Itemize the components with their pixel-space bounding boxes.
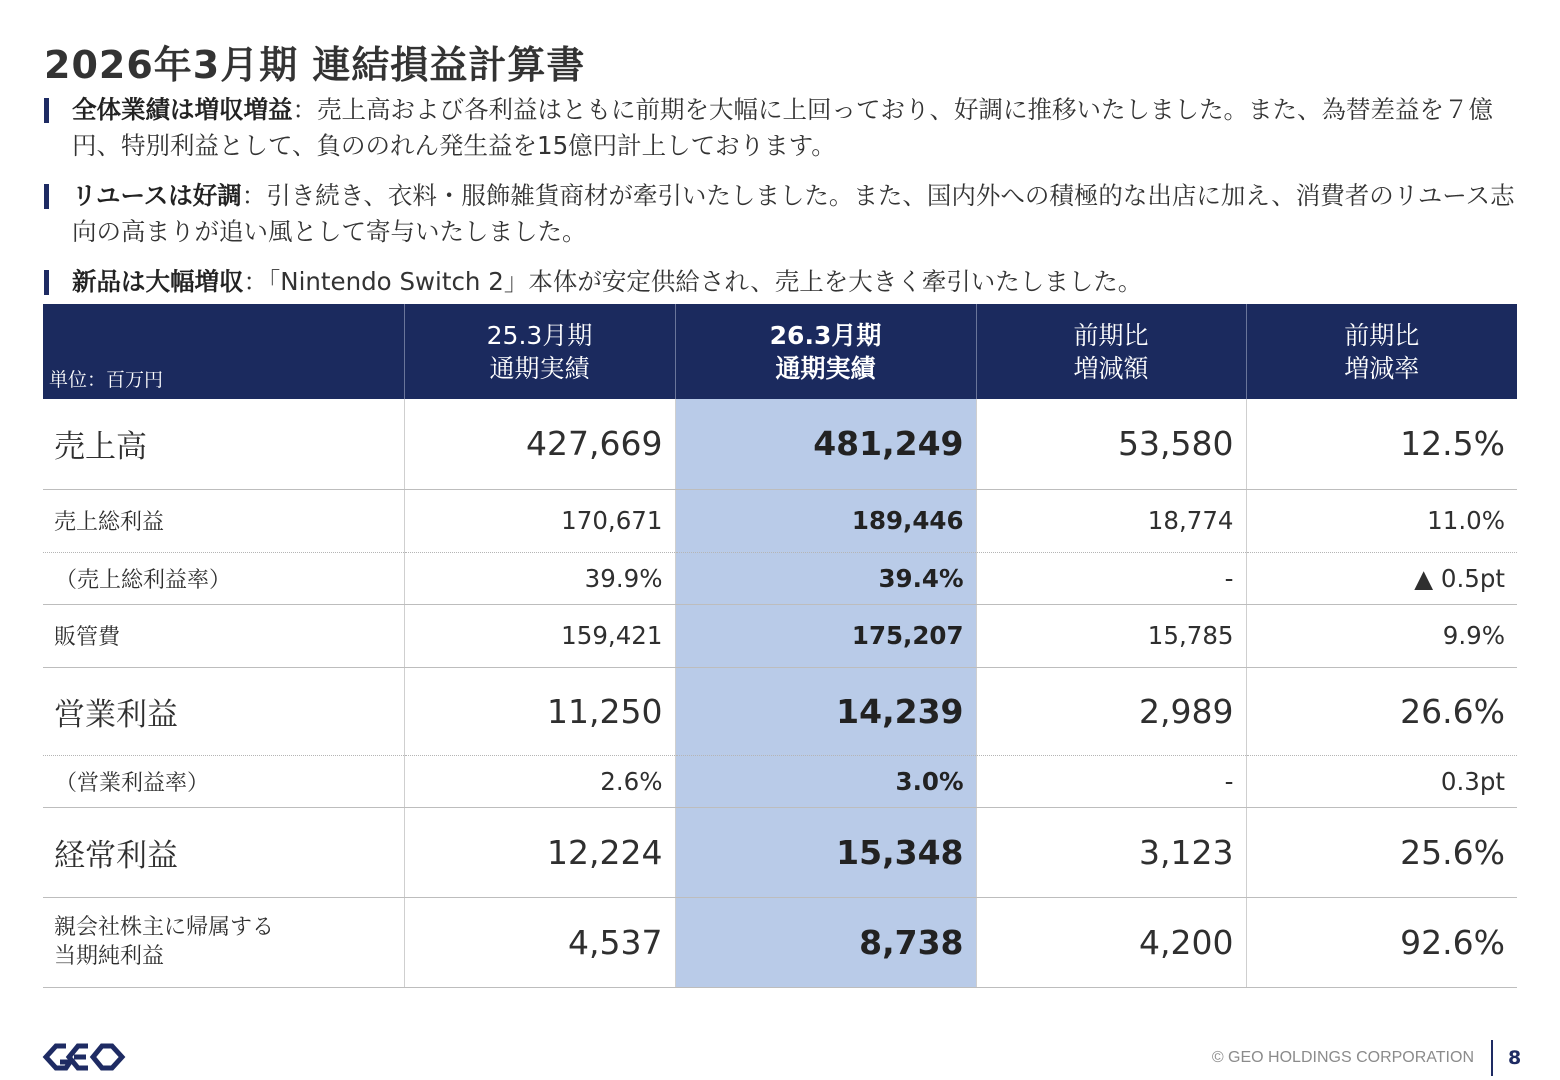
header-yoy-rate: 前期比 増減率 [1246, 304, 1517, 399]
bullet-text: 「Nintendo Switch 2」本体が安定供給され、売上を大きく牽引いたしました。 [268, 267, 1143, 296]
row-operating-profit [43, 667, 1517, 755]
page-number: 8 [1508, 1047, 1522, 1069]
cell-current: 189,446 [675, 489, 976, 552]
cell-prev: 39.9% [404, 552, 675, 604]
bullet-overall [44, 92, 1534, 164]
footer-divider [1491, 1040, 1493, 1076]
cell-prev: 427,669 [404, 399, 675, 489]
cell-rate: 9.9% [1246, 604, 1517, 667]
row-gross-margin [43, 552, 1517, 604]
row-net-income [43, 897, 1517, 987]
bullet-marker [44, 184, 49, 209]
cell-current: 39.4% [675, 552, 976, 604]
unit-label: 単位：百万円 [43, 304, 404, 399]
cell-rate: 11.0% [1246, 489, 1517, 552]
header-prev-year: 25.3月期 通期実績 [404, 304, 675, 399]
cell-current: 8,738 [675, 897, 976, 987]
bullet-separator: ： [292, 95, 317, 124]
cell-rate: 92.6% [1246, 897, 1517, 987]
cell-prev: 170,671 [404, 489, 675, 552]
income-statement-table [43, 304, 1517, 988]
summary-bullets [44, 92, 1534, 314]
bullet-heading: リユースは好調 [72, 181, 242, 210]
row-label: 営業利益 [43, 667, 404, 755]
table-header-row [43, 304, 1517, 399]
cell-current: 14,239 [675, 667, 976, 755]
row-label: 販管費 [43, 604, 404, 667]
row-gross-profit [43, 489, 1517, 552]
geo-logo-icon [42, 1040, 126, 1074]
bullet-marker [44, 270, 49, 295]
cell-current: 481,249 [675, 399, 976, 489]
copyright-text: © GEO HOLDINGS CORPORATION [1211, 1049, 1474, 1066]
row-label: （営業利益率） [43, 755, 404, 807]
row-sga [43, 604, 1517, 667]
header-yoy-diff: 前期比 増減額 [976, 304, 1246, 399]
bullet-reuse [44, 178, 1534, 250]
cell-rate: 12.5% [1246, 399, 1517, 489]
row-ordinary-profit [43, 807, 1517, 897]
cell-rate: ▲ 0.5pt [1246, 552, 1517, 604]
row-operating-margin [43, 755, 1517, 807]
cell-diff: 15,785 [976, 604, 1246, 667]
row-label: （売上総利益率） [43, 552, 404, 604]
bullet-separator: ： [241, 181, 267, 210]
bullet-new-products [44, 264, 1534, 300]
cell-current: 3.0% [675, 755, 976, 807]
cell-rate: 26.6% [1246, 667, 1517, 755]
cell-diff: - [976, 552, 1246, 604]
cell-diff: - [976, 755, 1246, 807]
cell-prev: 4,537 [404, 897, 675, 987]
bullet-heading: 新品は大幅増収 [72, 267, 244, 296]
cell-current: 15,348 [675, 807, 976, 897]
cell-prev: 159,421 [404, 604, 675, 667]
bullet-heading: 全体業績は増収増益 [72, 95, 293, 124]
page-title: 2026年3月期 連結損益計算書 [44, 43, 586, 87]
cell-diff: 53,580 [976, 399, 1246, 489]
cell-prev: 12,224 [404, 807, 675, 897]
cell-diff: 18,774 [976, 489, 1246, 552]
bullet-marker [44, 98, 49, 123]
cell-prev: 11,250 [404, 667, 675, 755]
row-label: 経常利益 [43, 807, 404, 897]
cell-current: 175,207 [675, 604, 976, 667]
cell-prev: 2.6% [404, 755, 675, 807]
cell-diff: 2,989 [976, 667, 1246, 755]
bullet-text: 売上高および各利益はともに前期を大幅に上回っており、好調に推移いたしました。また、為替差益を７億円、特別利益として、負ののれん発生益を15億円計上しております。 [72, 95, 1493, 160]
row-label: 売上高 [43, 399, 404, 489]
bullet-text: 引き続き、衣料・服飾雑貨商材が牽引いたしました。また、国内外への積極的な出店に加え、消費者のリユース志向の高まりが追い風として寄与いたしました。 [72, 181, 1515, 246]
cell-rate: 25.6% [1246, 807, 1517, 897]
row-label: 親会社株主に帰属する 当期純利益 [43, 897, 404, 987]
header-current-year: 26.3月期 通期実績 [675, 304, 976, 399]
row-net-sales [43, 399, 1517, 489]
cell-diff: 4,200 [976, 897, 1246, 987]
cell-rate: 0.3pt [1246, 755, 1517, 807]
bullet-separator: ： [243, 267, 268, 296]
cell-diff: 3,123 [976, 807, 1246, 897]
row-label: 売上総利益 [43, 489, 404, 552]
